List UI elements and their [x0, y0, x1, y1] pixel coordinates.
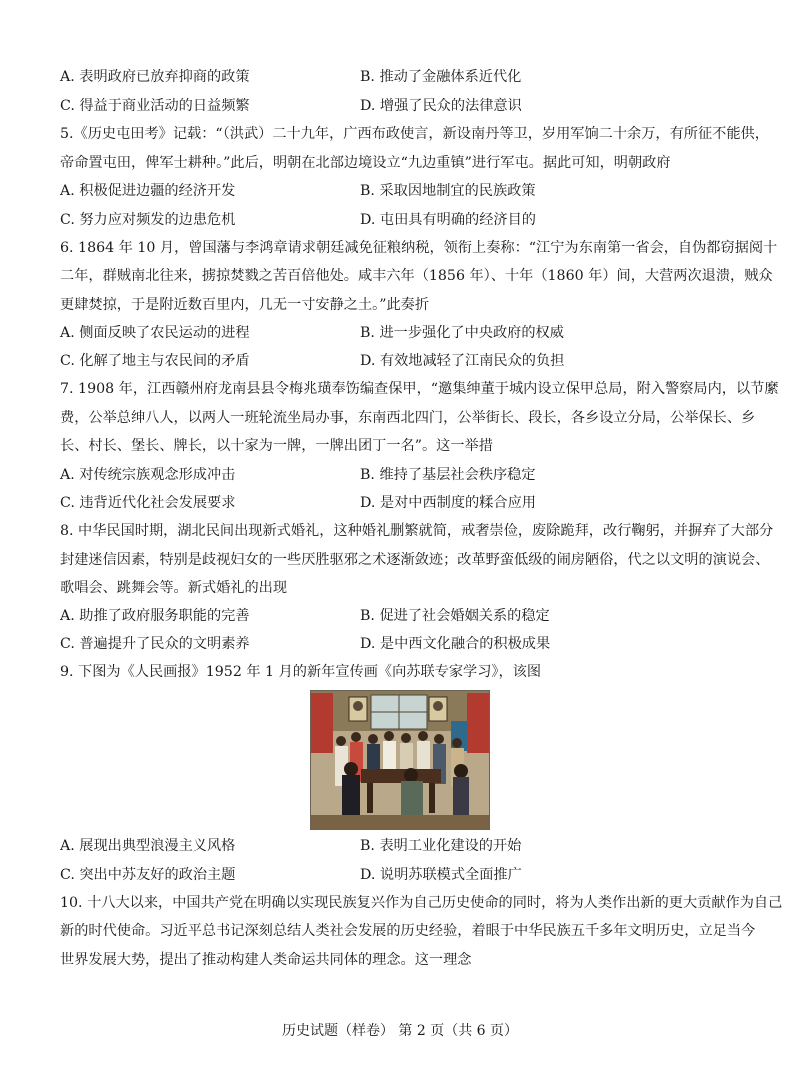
q5-option-d: D. 屯田具有明确的经济目的	[360, 212, 536, 228]
q7-stem-line-2: 费，公举总绅八人，以两人一班轮流坐局办事，东南西北四门，公举街长、段长，各乡设立分局，公举保长、乡	[60, 410, 756, 426]
q6-option-d: D. 有效地减轻了江南民众的负担	[360, 353, 565, 369]
q6-stem-line-2: 二年，群贼南北往来，掳掠焚戮之苦百倍他处。咸丰六年（1856 年）、十年（1860 年）间，大营两次退溃，贼众	[60, 268, 773, 284]
q6-option-a: A. 侧面反映了农民运动的进程	[60, 325, 250, 341]
q6-option-b: B. 进一步强化了中央政府的权威	[360, 325, 564, 341]
q8-option-b: B. 促进了社会婚姻关系的稳定	[360, 608, 550, 624]
q5-option-a: A. 积极促进边疆的经济开发	[60, 183, 236, 199]
q5-stem-line-2: 帝命置屯田，俾军士耕种。”此后，明朝在北部边境设立“九边重镇”进行军屯。据此可知，明朝政府	[60, 155, 671, 171]
q7-stem-line-1: 7. 1908 年，江西赣州府龙南县县令梅兆璜奉饬编查保甲，“邀集绅董于城内设立保甲总局，附入警察局内，以节縻	[60, 381, 779, 397]
q9-option-c: C. 突出中苏友好的政治主题	[60, 867, 236, 883]
q8-stem-line-2: 封建迷信因素，特别是歧视妇女的一些厌胜驱邪之术逐渐敛迹；改革野蛮低级的闹房陋俗，代之以文明的演说会、	[60, 552, 770, 568]
q5-option-b: B. 采取因地制宜的民族政策	[360, 183, 536, 199]
q10-stem-line-1: 10. 十八大以来，中国共产党在明确以实现民族复兴作为自己历史使命的同时，将为人类作出新的更大贡献作为自己	[60, 895, 783, 911]
q7-option-b: B. 维持了基层社会秩序稳定	[360, 467, 536, 483]
q4-option-b: B. 推动了金融体系近代化	[360, 69, 522, 85]
q9-option-a: A. 展现出典型浪漫主义风格	[60, 838, 236, 854]
q8-option-a: A. 助推了政府服务职能的完善	[60, 608, 250, 624]
q4-option-d: D. 增强了民众的法律意识	[360, 98, 522, 114]
q6-stem-line-1: 6. 1864 年 10 月，曾国藩与李鸿章请求朝廷减免征粮纳税，领衔上奏称：“江宁为东南第一省会，自伪都窃据阅十	[60, 240, 778, 256]
q9-stem-line-1: 9. 下图为《人民画报》1952 年 1 月的新年宣传画《向苏联专家学习》，该图	[60, 664, 542, 680]
q10-stem-line-3: 世界发展大势，提出了推动构建人类命运共同体的理念。这一理念	[60, 952, 472, 968]
q6-option-c: C. 化解了地主与农民间的矛盾	[60, 353, 250, 369]
q7-option-d: D. 是对中西制度的糅合应用	[360, 495, 536, 511]
q8-stem-line-1: 8. 中华民国时期，湖北民间出现新式婚礼，这种婚礼删繁就简，戒奢崇俭，废除跪拜，改行鞠躬，并摒弃了大部分	[60, 523, 774, 539]
q9-option-b: B. 表明工业化建设的开始	[360, 838, 522, 854]
q6-stem-line-3: 更肆焚掠，于是附近数百里内，几无一寸安静之土。”此奏折	[60, 297, 430, 313]
q7-option-a: A. 对传统宗族观念形成冲击	[60, 467, 236, 483]
q7-stem-line-3: 长、村长、堡长、牌长，以十家为一牌，一牌出团丁一名”。这一举措	[60, 438, 493, 454]
q10-stem-line-2: 新的时代使命。习近平总书记深刻总结人类社会发展的历史经验，着眼于中华民族五千多年文明历史，立足当今	[60, 923, 756, 939]
painting-illustration	[311, 691, 489, 829]
q5-option-c: C. 努力应对频发的边患危机	[60, 212, 236, 228]
q4-option-c: C. 得益于商业活动的日益频繁	[60, 98, 250, 114]
q8-stem-line-3: 歌唱会、跳舞会等。新式婚礼的出现	[60, 580, 288, 596]
q7-option-c: C. 违背近代化社会发展要求	[60, 495, 236, 511]
q4-option-a: A. 表明政府已放弃抑商的政策	[60, 69, 250, 85]
q8-option-c: C. 普遍提升了民众的文明素养	[60, 636, 250, 652]
q9-option-d: D. 说明苏联模式全面推广	[360, 867, 522, 883]
q8-option-d: D. 是中西文化融合的积极成果	[360, 636, 551, 652]
page-footer: 历史试题（样卷） 第 2 页（共 6 页）	[281, 1023, 519, 1039]
propaganda-painting	[310, 690, 490, 830]
q5-stem-line-1: 5.《历史屯田考》记载：“（洪武）二十九年，广西布政使言，新设南丹等卫，岁用军饷二十余万，有所征不能供，	[60, 126, 769, 142]
